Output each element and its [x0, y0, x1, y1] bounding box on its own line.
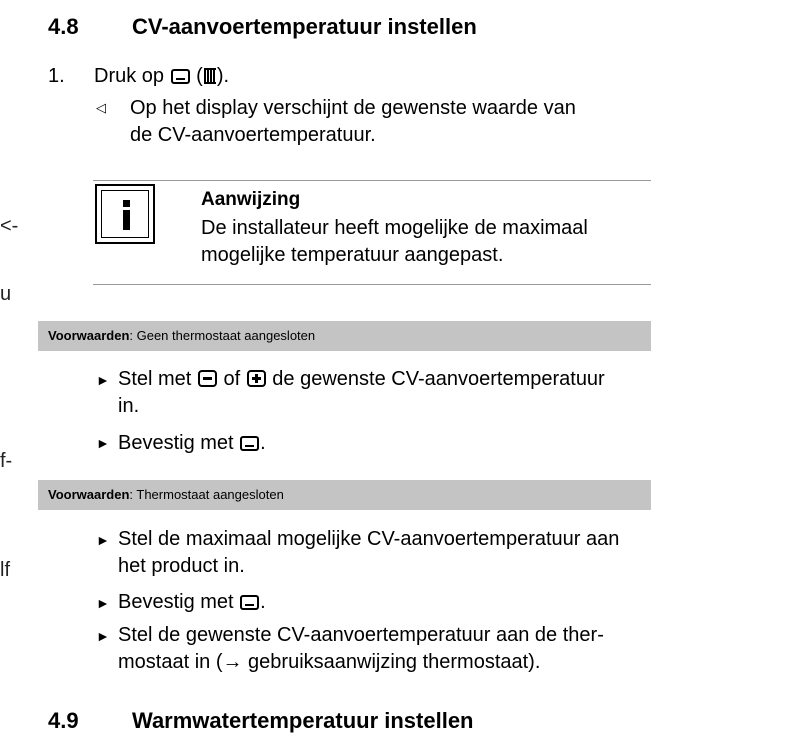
paren-open: ( [196, 65, 203, 87]
bullet-icon: ► [96, 595, 110, 611]
instruction-text: het product in. [118, 555, 245, 577]
bullet-icon: ► [96, 628, 110, 644]
cropped-text-fragment: lf [0, 559, 10, 581]
step-1-result [130, 95, 576, 149]
note-line: mogelijke temperatuur aangepast. [201, 244, 504, 266]
section-title: Warmwatertemperatuur instellen [132, 708, 474, 733]
result-marker-icon: ◁ [96, 100, 106, 115]
condition-text: : Geen thermostaat aangesloten [129, 328, 316, 343]
paren-close: ). [216, 65, 230, 87]
plus-key-icon [247, 370, 266, 387]
note-body [201, 215, 588, 269]
cropped-text-fragment: u [0, 283, 12, 305]
instruction-thermostat [118, 622, 604, 676]
instruction-text: de gewenste CV-aanvoertemperatuur [272, 368, 605, 390]
instruction-text: of [223, 368, 241, 390]
condition-label: Voorwaarden [48, 487, 130, 502]
instruction-confirm [118, 589, 266, 616]
cropped-text-fragment: f- [0, 450, 13, 472]
instruction-text: . [260, 432, 266, 454]
result-line: de CV-aanvoertemperatuur. [130, 124, 376, 146]
condition-bar-no-thermostat [38, 321, 651, 351]
section-title: CV-aanvoertemperatuur instellen [132, 14, 477, 39]
bullet-icon: ► [96, 372, 110, 388]
instruction-text: Stel de gewenste CV-aanvoertemperatuur aan de ther- [118, 624, 604, 646]
instruction-text: Bevestig met [118, 432, 234, 454]
note-top-rule [93, 180, 651, 181]
radiator-icon [204, 68, 216, 84]
condition-label: Voorwaarden [48, 328, 130, 343]
section-number: 4.9 [48, 708, 79, 733]
minus-key-icon [198, 370, 217, 387]
condition-bar-thermostat [38, 480, 651, 510]
note-line: De installateur heeft mogelijke de maximaal [201, 217, 588, 239]
note-title: Aanwijzing [201, 189, 301, 210]
condition-text: : Thermostaat aangesloten [129, 487, 284, 502]
cropped-text-fragment: <- [0, 215, 19, 237]
instruction-confirm [118, 430, 266, 457]
ok-key-icon [240, 595, 259, 610]
instruction-set-temperature [118, 366, 605, 420]
step-1-text [94, 63, 229, 90]
step-1-label: Druk op [94, 65, 165, 87]
instruction-text: mostaat in (→ gebruiksaanwijzing thermostaat). [118, 651, 541, 673]
section-number: 4.8 [48, 14, 79, 39]
instruction-text: Stel de maximaal mogelijke CV-aanvoertemperatuur aan [118, 528, 620, 550]
result-line: Op het display verschijnt de gewenste waarde van [130, 97, 576, 119]
note-bottom-rule [93, 284, 651, 285]
instruction-text: Stel met [118, 368, 192, 390]
ok-key-icon [240, 436, 259, 451]
info-icon [95, 184, 155, 244]
ok-key-icon [171, 69, 190, 84]
step-number: 1. [48, 65, 65, 87]
instruction-text: . [260, 591, 266, 613]
instruction-text: Bevestig met [118, 591, 234, 613]
bullet-icon: ► [96, 435, 110, 451]
bullet-icon: ► [96, 532, 110, 548]
instruction-max-temperature [118, 526, 619, 580]
instruction-text: in. [118, 395, 140, 417]
